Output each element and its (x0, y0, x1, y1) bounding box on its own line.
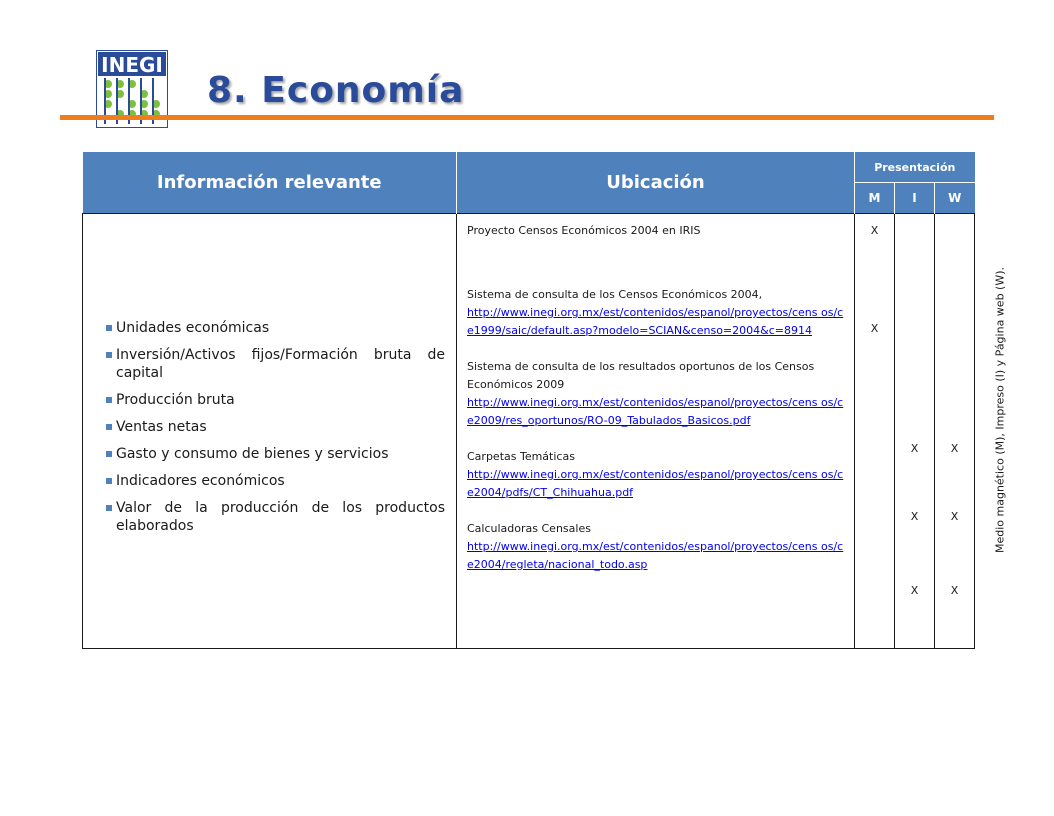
mark-m-1: X (870, 224, 879, 237)
col-w (935, 214, 975, 649)
info-cell (83, 214, 457, 649)
entry-carpetas: Carpetas Temáticas http://www.inegi.org.mx/est/contenidos/espanol/proyectos/cens os/ce2004/pdfs/CT_Chihuahua.pdf (467, 450, 844, 499)
header-w: W (935, 183, 975, 214)
page-title: 8. Economía (207, 70, 465, 111)
link-carpetas[interactable]: http://www.inegi.org.mx/est/contenidos/espanol/proyectos/cens os/ce2004/pdfs/CT_Chihuahua.pdf (467, 468, 844, 499)
link-saic[interactable]: http://www.inegi.org.mx/est/contenidos/espanol/proyectos/cens os/ce1999/saic/default.asp?modelo=SCIAN&censo=2004&c=8914 (467, 306, 844, 337)
col-m (855, 214, 895, 649)
link-oportunos[interactable]: http://www.inegi.org.mx/est/contenidos/espanol/proyectos/cens os/ce2009/res_oportunos/RO-09_Tabulados_Basicos.pdf (467, 396, 844, 427)
entry-iris: Proyecto Censos Económicos 2004 en IRIS (467, 224, 701, 237)
ubicacion-cell (457, 214, 855, 649)
mark-w-3: X (950, 584, 959, 597)
svg-text:INEGI: INEGI (101, 53, 163, 77)
header-ubicacion: Ubicación (457, 152, 855, 214)
header-info: Información relevante (83, 152, 457, 214)
list-item: Producción bruta (102, 391, 445, 409)
list-item: Valor de la producción de los productos elaborados (102, 499, 445, 535)
mark-w-1: X (950, 442, 959, 455)
entry-oportunos: Sistema de consulta de los resultados oportunos de los Censos Económicos 2009 http://www.inegi.org.mx/est/contenidos/espanol/proyectos/cens os/ce2009/res_oportunos/RO-09_Tabulados_Basicos.pdf (467, 360, 844, 427)
col-i (895, 214, 935, 649)
mark-m-2: X (870, 322, 879, 335)
mark-i-1: X (910, 442, 919, 455)
list-item: Ventas netas (102, 418, 445, 436)
header-i: I (895, 183, 935, 214)
entry-calculadoras: Calculadoras Censales http://www.inegi.org.mx/est/contenidos/espanol/proyectos/cens os/ce2004/regleta/nacional_todo.asp (467, 522, 844, 571)
header-m: M (855, 183, 895, 214)
list-item: Indicadores económicos (102, 472, 445, 490)
list-item: Unidades económicas (102, 319, 445, 337)
list-item: Inversión/Activos fijos/Formación bruta de capital (102, 346, 445, 382)
mark-i-3: X (910, 584, 919, 597)
mark-w-2: X (950, 510, 959, 523)
link-calculadoras[interactable]: http://www.inegi.org.mx/est/contenidos/espanol/proyectos/cens os/ce2004/regleta/nacional_todo.asp (467, 540, 844, 571)
mark-i-2: X (910, 510, 919, 523)
side-note: Medio magnético (M), Impreso (I) y Página web (W). (993, 266, 1007, 554)
info-table (82, 152, 974, 649)
header-divider (60, 115, 994, 120)
header-presentacion: Presentación (855, 152, 975, 183)
list-item: Gasto y consumo de bienes y servicios (102, 445, 445, 463)
entry-saic: Sistema de consulta de los Censos Económicos 2004, http://www.inegi.org.mx/est/contenidos/espanol/proyectos/cens os/ce1999/saic/default.asp?modelo=SCIAN&censo=2004&c=8914 (467, 288, 844, 337)
